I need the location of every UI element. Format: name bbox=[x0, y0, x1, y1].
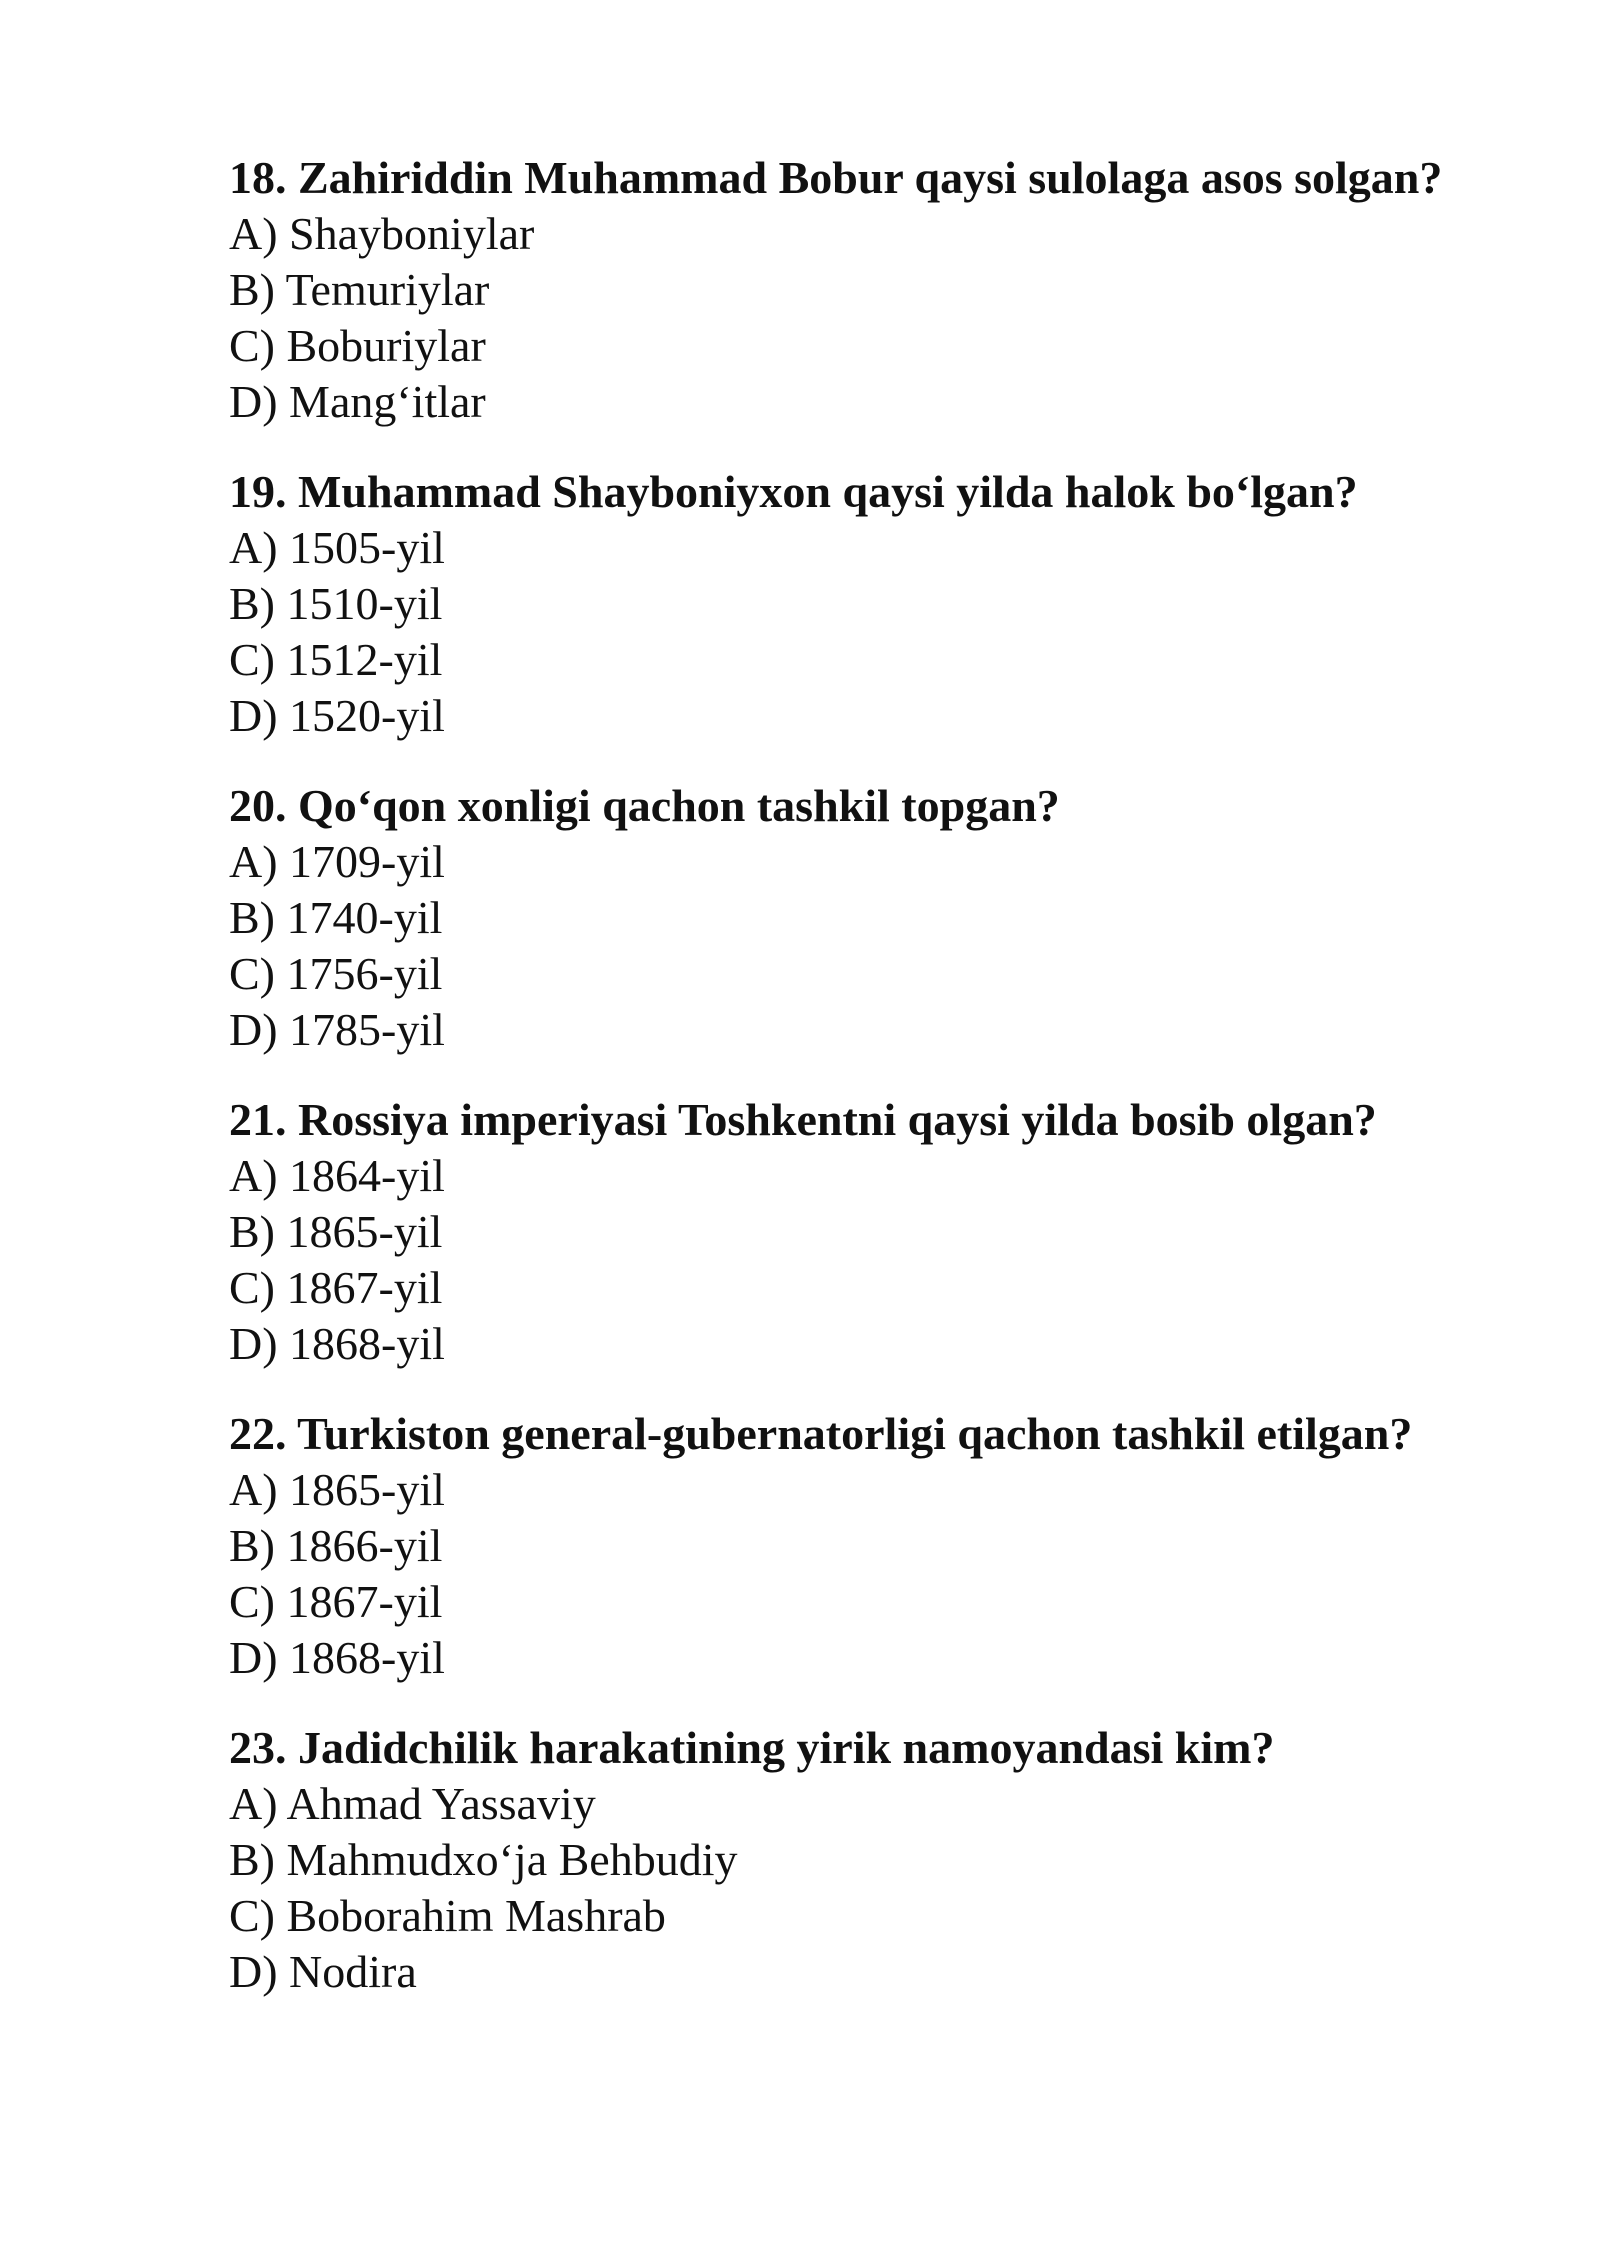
question-18 bbox=[229, 150, 1519, 430]
option-b: B) 1865-yil bbox=[229, 1206, 443, 1257]
question-title: 21. Rossiya imperiyasi Toshkentni qaysi yilda bosib olgan? bbox=[229, 1094, 1377, 1145]
answer-options bbox=[229, 1462, 1519, 1686]
option-c: C) 1867-yil bbox=[229, 1576, 443, 1627]
option-a: A) 1709-yil bbox=[229, 836, 445, 887]
question-title: 20. Qo‘qon xonligi qachon tashkil topgan? bbox=[229, 780, 1060, 831]
question-21 bbox=[229, 1092, 1519, 1372]
option-d: D) Nodira bbox=[229, 1946, 417, 1997]
option-b: B) Mahmudxo‘ja Behbudiy bbox=[229, 1834, 738, 1885]
option-c: C) Boburiylar bbox=[229, 320, 486, 371]
question-20 bbox=[229, 778, 1519, 1058]
option-b: B) 1866-yil bbox=[229, 1520, 443, 1571]
question-title: 23. Jadidchilik harakatining yirik namoyandasi kim? bbox=[229, 1722, 1275, 1773]
option-d: D) Mang‘itlar bbox=[229, 376, 486, 427]
option-c: C) Boborahim Mashrab bbox=[229, 1890, 666, 1941]
answer-options bbox=[229, 1776, 1519, 2000]
option-a: A) 1864-yil bbox=[229, 1150, 445, 1201]
option-d: D) 1785-yil bbox=[229, 1004, 445, 1055]
option-c: C) 1512-yil bbox=[229, 634, 443, 685]
quiz-page bbox=[229, 150, 1519, 2034]
option-a: A) 1505-yil bbox=[229, 522, 445, 573]
answer-options bbox=[229, 1148, 1519, 1372]
question-title: 18. Zahiriddin Muhammad Bobur qaysi sulolaga asos solgan? bbox=[229, 152, 1443, 203]
option-b: B) 1510-yil bbox=[229, 578, 443, 629]
option-d: D) 1868-yil bbox=[229, 1318, 445, 1369]
question-23 bbox=[229, 1720, 1519, 2000]
answer-options bbox=[229, 206, 1519, 430]
option-a: A) Ahmad Yassaviy bbox=[229, 1778, 596, 1829]
answer-options bbox=[229, 520, 1519, 744]
option-c: C) 1867-yil bbox=[229, 1262, 443, 1313]
option-a: A) Shayboniylar bbox=[229, 208, 535, 259]
question-22 bbox=[229, 1406, 1519, 1686]
option-b: B) 1740-yil bbox=[229, 892, 443, 943]
option-c: C) 1756-yil bbox=[229, 948, 443, 999]
option-a: A) 1865-yil bbox=[229, 1464, 445, 1515]
option-b: B) Temuriylar bbox=[229, 264, 490, 315]
question-title: 19. Muhammad Shayboniyxon qaysi yilda halok bo‘lgan? bbox=[229, 466, 1358, 517]
answer-options bbox=[229, 834, 1519, 1058]
question-19 bbox=[229, 464, 1519, 744]
option-d: D) 1868-yil bbox=[229, 1632, 445, 1683]
question-title: 22. Turkiston general-gubernatorligi qachon tashkil etilgan? bbox=[229, 1408, 1413, 1459]
option-d: D) 1520-yil bbox=[229, 690, 445, 741]
